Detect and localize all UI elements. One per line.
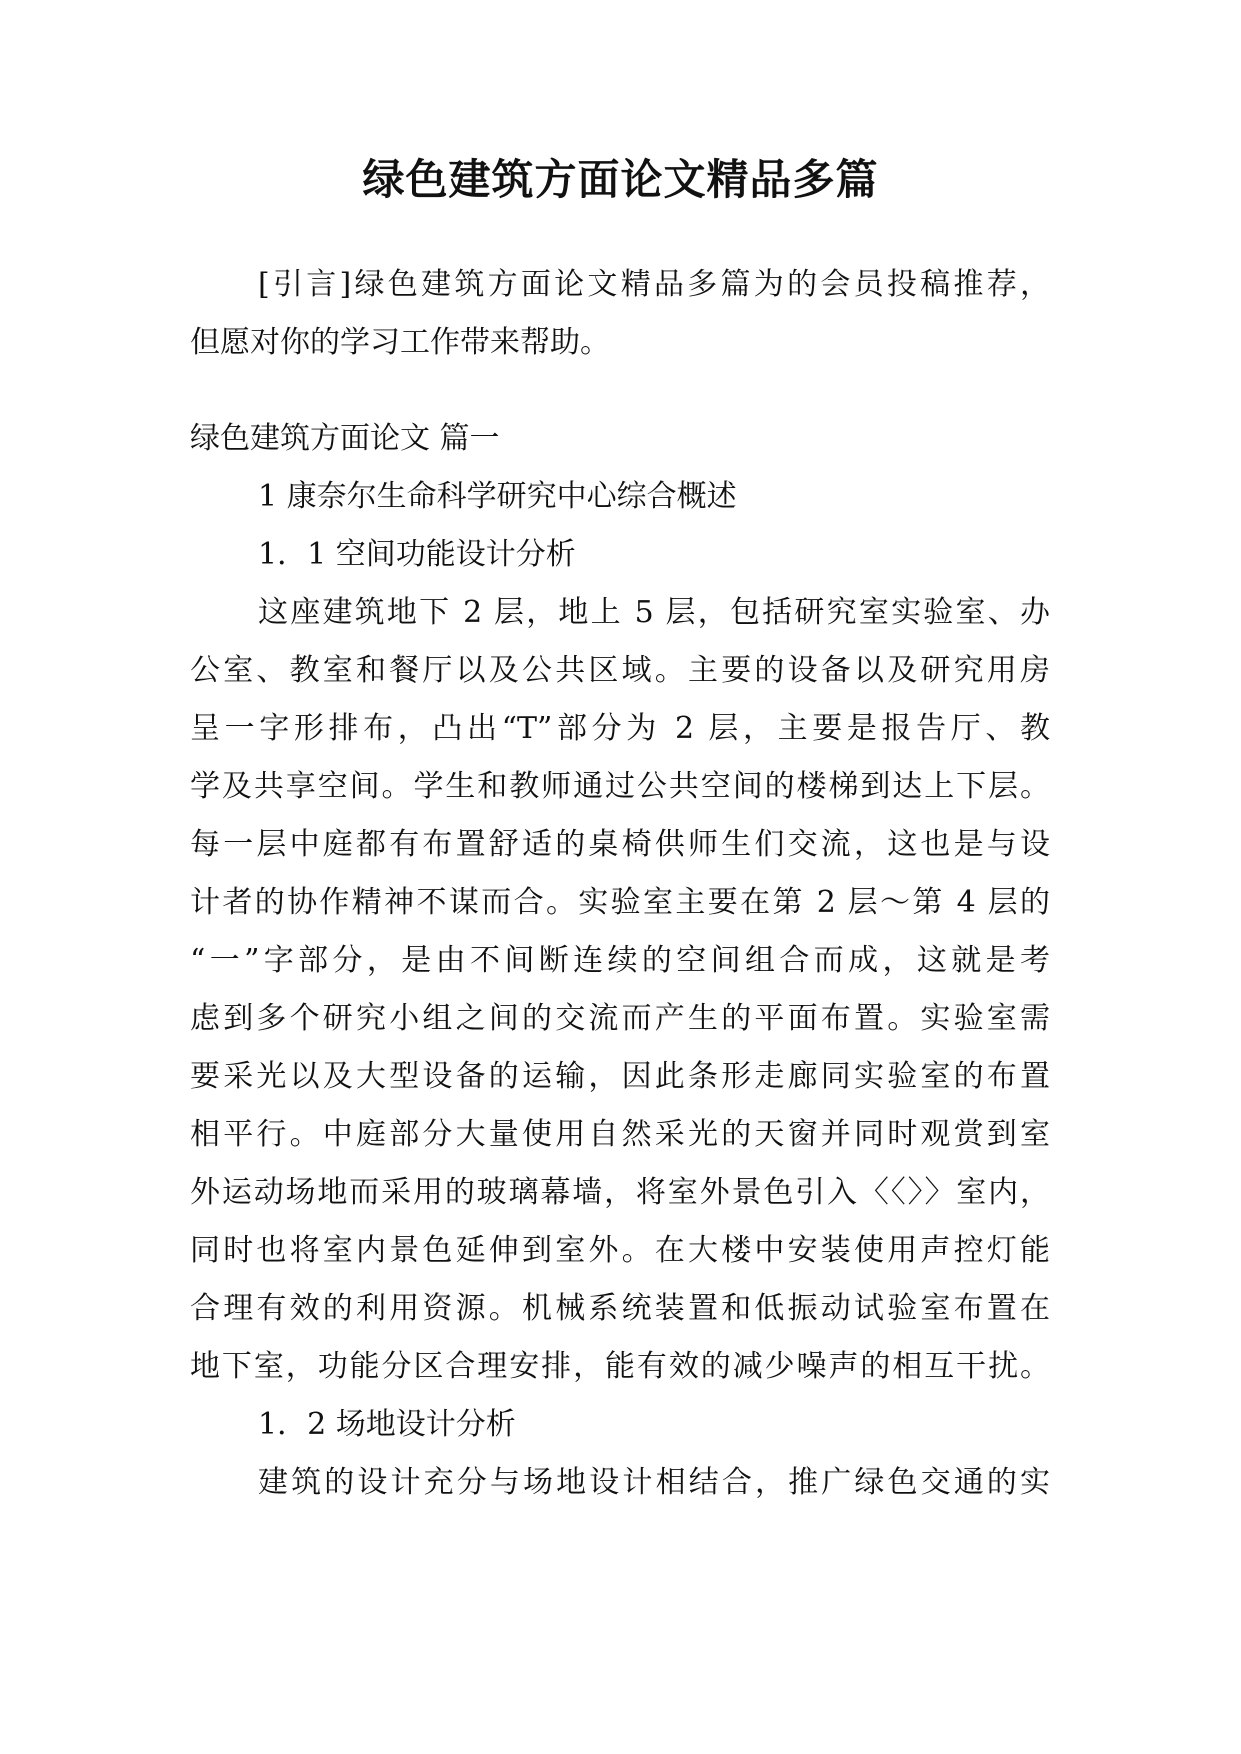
paragraph-line: 地下室，功能分区合理安排，能有效的减少噪声的相互干扰。: [190, 1349, 1050, 1384]
paragraph-line: 公室、教室和餐厅以及公共区域。主要的设备以及研究用房: [190, 653, 1050, 688]
paragraph-line: 计者的协作精神不谋而合。实验室主要在第 2 层～第 4 层的: [190, 885, 1050, 920]
heading-1: 1 康奈尔生命科学研究中心综合概述: [258, 479, 737, 514]
paragraph-line: 这座建筑地下 2 层，地上 5 层，包括研究室实验室、办: [258, 595, 1050, 630]
paragraph-line: 每一层中庭都有布置舒适的桌椅供师生们交流，这也是与设: [190, 827, 1050, 862]
intro-line: 但愿对你的学习工作带来帮助。: [190, 325, 610, 360]
paragraph-line: 虑到多个研究小组之间的交流而产生的平面布置。实验室需: [190, 1001, 1050, 1036]
paragraph-line: 呈一字形排布，凸出“T”部分为 2 层，主要是报告厅、教: [190, 711, 1050, 746]
paragraph-line: 外运动场地而采用的玻璃幕墙，将室外景色引入〈〈〉〉室内，: [190, 1175, 1050, 1210]
paragraph-line: 相平行。中庭部分大量使用自然采光的天窗并同时观赏到室: [190, 1117, 1050, 1152]
section-heading: 绿色建筑方面论文 篇一: [190, 421, 500, 456]
paragraph-line: “一”字部分，是由不间断连续的空间组合而成，这就是考: [190, 943, 1050, 978]
heading-1-2: 1．2 场地设计分析: [258, 1407, 516, 1442]
intro-line: [引言]绿色建筑方面论文精品多篇为的会员投稿推荐，: [258, 267, 1050, 302]
paragraph-line: 合理有效的利用资源。机械系统装置和低振动试验室布置在: [190, 1291, 1050, 1326]
paragraph-line: 要采光以及大型设备的运输，因此条形走廊同实验室的布置: [190, 1059, 1050, 1094]
paragraph-line: 同时也将室内景色延伸到室外。在大楼中安装使用声控灯能: [190, 1233, 1050, 1268]
paragraph-line: 学及共享空间。学生和教师通过公共空间的楼梯到达上下层。: [190, 769, 1050, 804]
document-title: 绿色建筑方面论文精品多篇: [362, 155, 879, 204]
paragraph-line: 建筑的设计充分与场地设计相结合，推广绿色交通的实: [258, 1465, 1050, 1500]
heading-1-1: 1．1 空间功能设计分析: [258, 537, 576, 572]
